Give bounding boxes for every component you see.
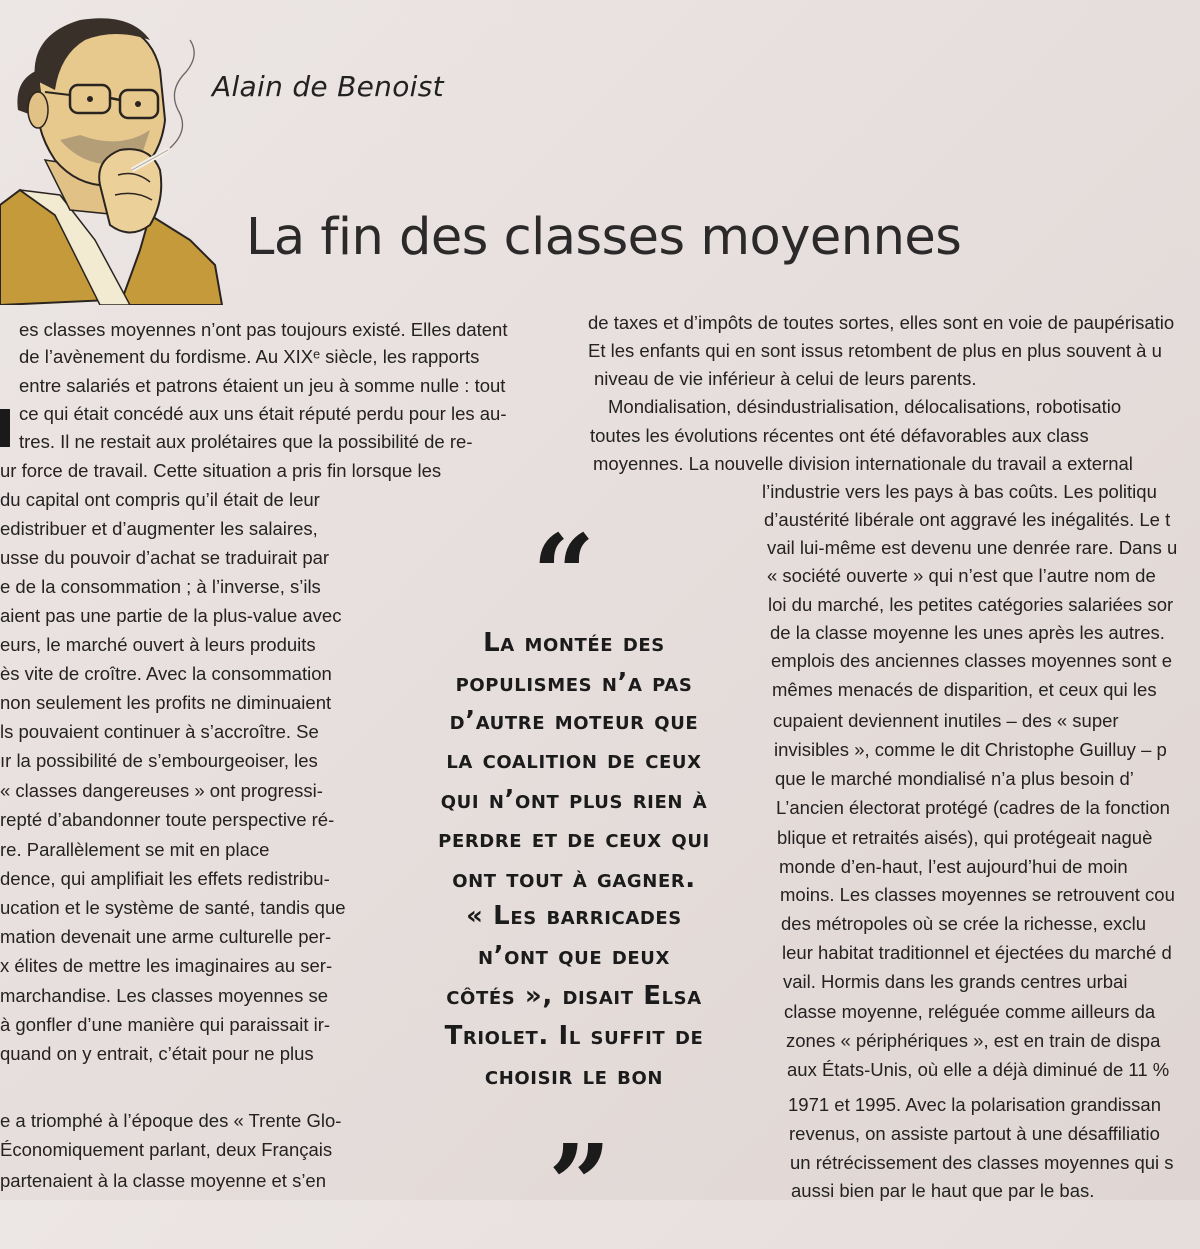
text-line: e a triomphé à l’époque des « Trente Glo-	[0, 1110, 342, 1131]
pull-quote-line: qui n’ont plus rien à	[440, 785, 708, 815]
open-quote-mark: “	[532, 510, 596, 639]
text-line: classe moyenne, reléguée comme ailleurs da	[784, 1001, 1156, 1022]
text-line: Économiquement parlant, deux Français	[0, 1139, 333, 1160]
text-line: loi du marché, les petites catégories salariées sor	[768, 594, 1174, 615]
article-title: La fin des classes moyennes	[246, 208, 962, 267]
text-line: non seulement les profits ne diminuaient	[0, 692, 332, 713]
text-line: moins. Les classes moyennes se retrouvent cou	[780, 884, 1175, 905]
text-line: ce qui était concédé aux uns était réputé perdu pour les au-	[19, 403, 507, 424]
text-line: Mondialisation, désindustrialisation, délocalisations, robotisatio	[608, 396, 1122, 417]
text-line: e de la consommation ; à l’inverse, s’ils	[0, 576, 321, 597]
text-line: x élites de mettre les imaginaires au ser-	[0, 955, 333, 976]
text-line: ur force de travail. Cette situation a pris fin lorsque les	[0, 460, 442, 481]
author-name: Alain de Benoist	[212, 70, 444, 103]
pull-quote-line: La montée des	[483, 628, 665, 658]
text-line: usse du pouvoir d’achat se traduirait par	[0, 547, 330, 568]
pull-quote-line: choisir le bon	[484, 1061, 664, 1091]
text-line: entre salariés et patrons étaient un jeu à somme nulle : tout	[19, 375, 506, 396]
text-line: ır la possibilité de s’embourgeoiser, les	[0, 750, 318, 771]
text-line: invisibles », comme le dit Christophe Guilluy – p	[774, 739, 1167, 760]
text-line: mêmes menacés de disparition, et ceux qui les	[772, 679, 1157, 700]
text-line: partenaient à la classe moyenne et s’en	[0, 1170, 327, 1191]
text-line: des métropoles où se crée la richesse, exclu	[781, 913, 1147, 934]
text-line: ès vite de croître. Avec la consommation	[0, 663, 332, 684]
text-line: mation devenait une arme culturelle per-	[0, 926, 332, 947]
text-line: re. Parallèlement se mit en place	[0, 839, 270, 860]
text-line: quand on y entrait, c’était pour ne plus	[0, 1043, 314, 1064]
close-quote-mark: ”	[548, 1120, 612, 1249]
text-line: de taxes et d’impôts de toutes sortes, elles sont en voie de paupérisatio	[588, 312, 1175, 333]
text-line: que le marché mondialisé n’a plus besoin d’	[775, 768, 1134, 789]
text-line: du capital ont compris qu’il était de leur	[0, 489, 320, 510]
text-line: blique et retraités aisés), qui protégeait naguè	[777, 827, 1153, 848]
pull-quote-line: ont tout à gagner.	[452, 864, 696, 894]
text-line: de l’avènement du fordisme. Au XIXᵉ siècle, les rapports	[19, 346, 480, 367]
text-line: ls pouvaient continuer à s’accroître. Se	[0, 721, 319, 742]
text-line: l’industrie vers les pays à bas coûts. Les politiqu	[762, 481, 1157, 502]
text-line: leur habitat traditionnel et éjectées du marché d	[782, 942, 1172, 963]
pull-quote-line: d’autre moteur que	[449, 706, 699, 736]
text-line: revenus, on assiste partout à une désaffiliatio	[789, 1123, 1160, 1144]
text-line: tres. Il ne restait aux prolétaires que la possibilité de re-	[19, 431, 473, 452]
text-line: edistribuer et d’augmenter les salaires,	[0, 518, 318, 539]
text-line: es classes moyennes n’ont pas toujours existé. Elles datent	[19, 319, 508, 340]
text-line: toutes les évolutions récentes ont été défavorables aux class	[590, 425, 1089, 446]
text-line: emplois des anciennes classes moyennes sont e	[771, 650, 1173, 671]
text-line: ucation et le système de santé, tandis que	[0, 897, 346, 918]
text-line: à gonfler d’une manière qui paraissait ir-	[0, 1014, 331, 1035]
text-line: monde d’en-haut, l’est aujourd’hui de moin	[779, 856, 1128, 877]
text-line: « classes dangereuses » ont progressi-	[0, 780, 323, 801]
text-line: un rétrécissement des classes moyennes qui s	[790, 1152, 1174, 1173]
text-line: cupaient deviennent inutiles – des « super	[773, 710, 1119, 731]
pull-quote-line: « Les barricades	[466, 901, 682, 931]
text-line: Et les enfants qui en sont issus retombent de plus en plus souvent à u	[588, 340, 1162, 361]
text-line: dence, qui amplifiait les effets redistribu-	[0, 868, 330, 889]
drop-cap	[0, 409, 10, 447]
text-line: « société ouverte » qui n’est que l’autre nom de	[767, 565, 1156, 586]
text-line: aux États-Unis, où elle a déjà diminué de 11 %	[787, 1059, 1170, 1080]
pull-quote-line: populismes n’a pas	[455, 668, 693, 698]
pull-quote-line: n’ont que deux	[477, 941, 671, 971]
text-line: d’austérité libérale ont aggravé les inégalités. Le t	[764, 509, 1171, 530]
text-line: aient pas une partie de la plus-value avec	[0, 605, 342, 626]
text-line: marchandise. Les classes moyennes se	[0, 985, 329, 1006]
pull-quote-line: côtés », disait Elsa	[446, 981, 702, 1011]
text-line: 1971 et 1995. Avec la polarisation grandissan	[788, 1094, 1162, 1115]
pull-quote-line: la coalition de ceux	[446, 745, 702, 775]
text-line: vail lui-même est devenu une denrée rare. Dans u	[767, 537, 1178, 558]
text-line: zones « périphériques », est en train de dispa	[786, 1030, 1161, 1051]
text-line: de la classe moyenne les unes après les autres.	[770, 622, 1165, 643]
text-line: vail. Hormis dans les grands centres urbai	[783, 971, 1128, 992]
pull-quote-line: Triolet. Il suffit de	[444, 1021, 704, 1051]
text-line: moyennes. La nouvelle division internationale du travail a external	[593, 453, 1133, 474]
pull-quote-line: perdre et de ceux qui	[438, 824, 710, 854]
text-line: eurs, le marché ouvert à leurs produits	[0, 634, 316, 655]
text-line: niveau de vie inférieur à celui de leurs parents.	[594, 368, 977, 389]
text-line: aussi bien par le haut que par le bas.	[791, 1180, 1095, 1201]
author-caricature-illustration	[0, 0, 230, 305]
text-line: repté d’abandonner toute perspective ré-	[0, 809, 335, 830]
text-line: L’ancien électorat protégé (cadres de la fonction	[776, 797, 1170, 818]
